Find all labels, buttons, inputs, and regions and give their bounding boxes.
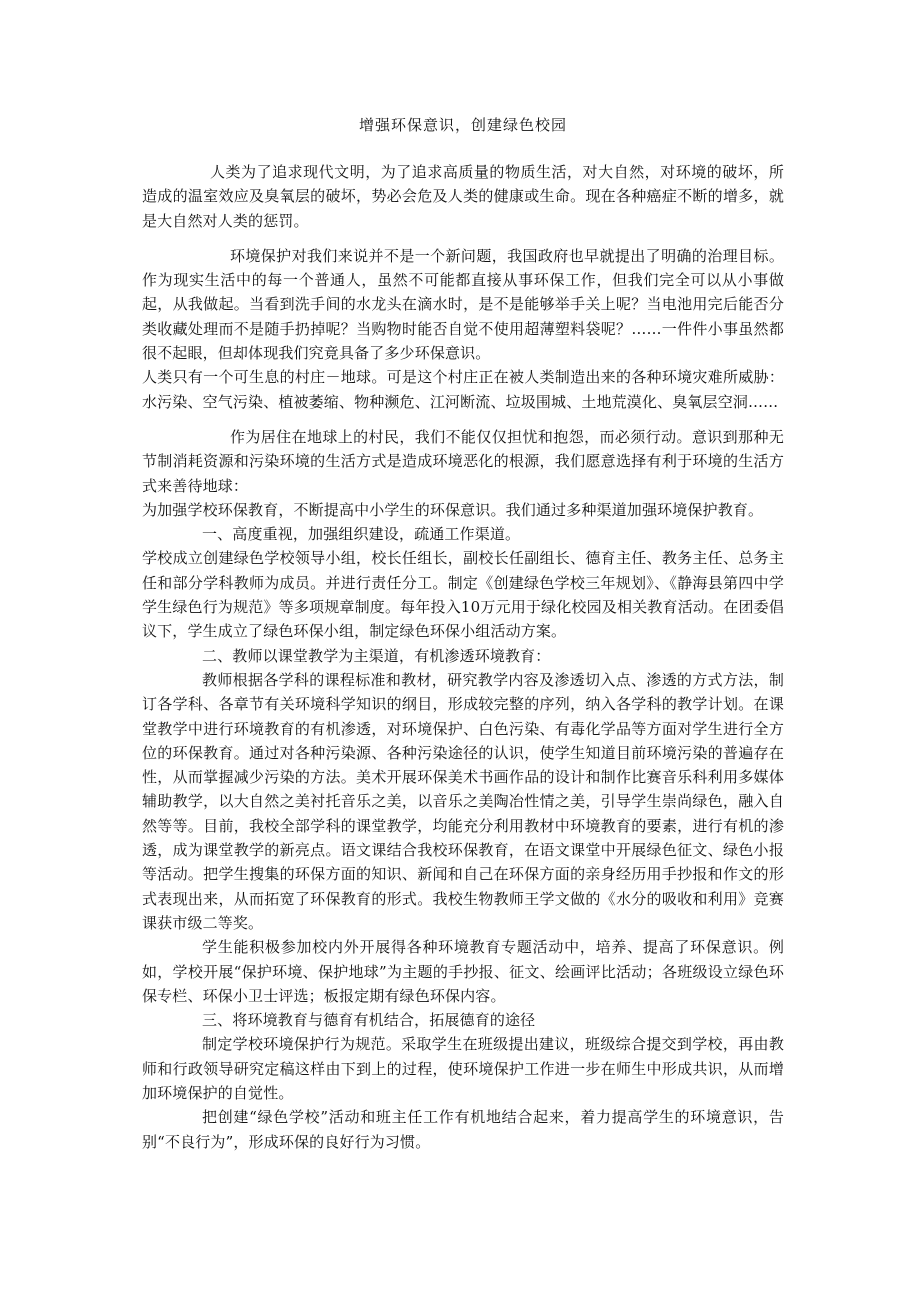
paragraph-green-school: 把创建“绿色学校”活动和班主任工作有机地结合起来，着力提高学生的环境意识，告别“不良行为”，形成环保的良好行为习惯。 bbox=[142, 1108, 784, 1151]
paragraph-villagers-action: 作为居住在地球上的村民，我们不能仅仅担忧和抱怨，而必须行动。意识到那种无节制消耗资源和污染环境的生活方式是造成环境恶化的根源，我们愿意选择有利于环境的生活方式来善待地球： bbox=[142, 427, 784, 495]
paragraph-student-activities: 学生能积极参加校内外开展得各种环境教育专题活动中，培养、提高了环保意识。例如，学校开展“保护环境、保护地球”为主题的手抄报、征文、绘画评比活动；各班级设立绿色环保专栏、环保小卫士评选；板报定期有绿色环保内容。 bbox=[142, 938, 784, 1005]
document-text bbox=[142, 160, 784, 1154]
paragraph-environment-protection: 环境保护对我们来说并不是一个新问题，我国政府也早就提出了明确的治理目标。作为现实生活中的每一个普通人，虽然不可能都直接从事环保工作，但我们完全可以从小事做起，从我做起。当看到洗手间的水龙头在滴水时，是不是能够举手关上呢？当电池用完后能否分类收藏处理而不是随手扔掉呢？当购物时能否自觉不使用超薄塑料袋呢？……一件件小事虽然都很不起眼，但却体现我们究竟具备了多少环保意识。 bbox=[142, 246, 784, 363]
paragraph-organization: 学校成立创建绿色学校领导小组，校长任组长，副校长任副组长、德育主任、教务主任、总务主任和部分学科教师为成员。并进行责任分工。制定《创建绿色学校三年规划》、《静海县第四中学学生绿色行为规范》等多项规章制度。每年投入10万元用于绿化校园及相关教育活动。在团委倡议下，学生成立了绿色环保小组，制定绿色环保小组活动方案。 bbox=[142, 549, 784, 641]
paragraph-classroom-teaching: 教师根据各学科的课程标准和教材，研究教学内容及渗透切入点、渗透的方式方法，制订各学科、各章节有关环境科学知识的纲目，形成较完整的序列，纳入各学科的教学计划。在课堂教学中进行环境教育的有机渗透，对环境保护、白色污染、有毒化学品等方面对学生进行全方位的环保教育。通过对各种污染源、各种污染途径的认识，使学生知道目前环境污染的普遍存在性，从而掌握减少污染的方法。美术开展环保美术书画作品的设计和制作比赛音乐科利用多媒体辅助教学，以大自然之美衬托音乐之美，以音乐之美陶冶性情之美，引导学生崇尚绿色，融入自然等等。目前，我校全部学科的课堂教学，均能充分利用教材中环境教育的要素，进行有机的渗透，成为课堂教学的新亮点。语文课结合我校环保教育，在语文课堂中开展绿色征文、绿色小报等活动。把学生搜集的环保方面的知识、新闻和自己在环保方面的亲身经历用手抄报和作文的形式表现出来，从而拓宽了环保教育的形式。我校生物教师王学文做的《水分的吸收和利用》竞赛课获市级二等奖。 bbox=[142, 670, 784, 932]
paragraph-earth-village: 人类只有一个可生息的村庄－地球。可是这个村庄正在被人类制造出来的各种环境灾难所威胁：水污染、空气污染、植被萎缩、物种濒危、江河断流、垃圾围城、土地荒漠化、臭氧层空洞…… bbox=[142, 368, 784, 411]
paragraph-intro: 人类为了追求现代文明，为了追求高质量的物质生活，对大自然，对环境的破坏，所造成的温室效应及臭氧层的破坏，势必会危及人类的健康或生命。现在各种癌症不断的增多，就是大自然对人类的惩罚。 bbox=[142, 163, 784, 230]
document-title: 增强环保意识，创建绿色校园 bbox=[358, 116, 567, 134]
paragraph-school-education: 为加强学校环保教育，不断提高中小学生的环保意识。我们通过多种渠道加强环境保护教育。 bbox=[142, 500, 764, 519]
paragraph-behavior-norms: 制定学校环境保护行为规范。采取学生在班级提出建议，班级综合提交到学校，再由教师和行政领导研究定稿这样由下到上的过程，使环境保护工作进一步在师生中形成共识，从而增加环境保护的自觉性。 bbox=[142, 1035, 784, 1102]
section-heading-3: 三、将环境教育与德育有机结合，拓展德育的途径 bbox=[202, 1011, 536, 1030]
section-heading-1: 一、高度重视，加强组织建设，疏通工作渠道。 bbox=[202, 525, 521, 544]
section-heading-2: 二、教师以课堂教学为主渠道，有机渗透环境教育： bbox=[202, 646, 551, 665]
